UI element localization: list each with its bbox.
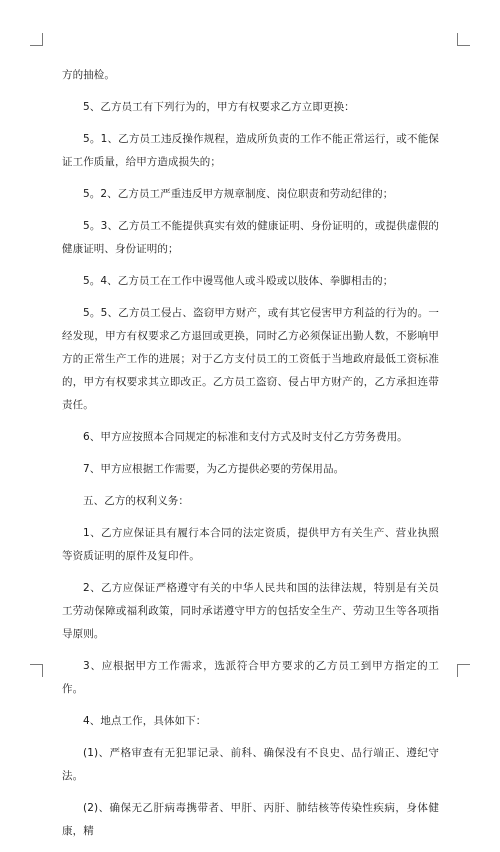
section-heading: 五、乙方的权利义务： [83,495,189,507]
paragraph-3: 5。1、乙方员工违反操作规程，造成所负责的工作不能正常运行，或不能保证工作质量，给甲方造成损失的； [62,133,439,168]
paragraph-14: 4、地点工作，具体如下： [83,715,207,727]
paragraph-9: 7、甲方应根据工作需要，为乙方提供必要的劳保用品。 [83,463,345,475]
paragraph-13: 3、应根据甲方工作需求，选派符合甲方要求的乙方员工到甲方指定的工作。 [62,660,439,695]
paragraph-1: 方的抽检。 [62,69,115,81]
paragraph-12: 2、乙方应保证严格遵守有关的中华人民共和国的法律法规，特别是有关员工劳动保障或福利政策，同时承诺遵守甲方的包括安全生产、劳动卫生等各项指导原则。 [62,582,439,640]
paragraph-6: 5。4、乙方员工在工作中谩骂他人或斗殴或以肢体、拳脚相击的； [83,275,394,287]
paragraph-7: 5。5、乙方员工侵占、盗窃甲方财产，或有其它侵害甲方利益的行为的。一经发现，甲方有权要求乙方退回或更换，同时乙方必须保证出勤人数，不影响甲方的正常生产工作的进展；对于乙方支付员工的工资低于当地政府最低工资标准的，甲方有权要求其立即改正。乙方员工盗窃、侵占甲方财产的，乙方承担连带责任。 [62,307,439,411]
paragraph-8: 6、甲方应按照本合同规定的标准和支付方式及时支付乙方劳务费用。 [83,431,408,443]
crop-mark-top-right [457,33,470,46]
paragraph-5: 5。3、乙方员工不能提供真实有效的健康证明、身份证明的，或提供虚假的健康证明、身份证明的； [62,220,439,255]
crop-mark-top-left [30,33,43,46]
document-body [62,64,439,852]
paragraph-11: 1、乙方应保证具有履行本合同的法定资质，提供甲方有关生产、营业执照等资质证明的原件及复印件。 [62,527,439,562]
crop-mark-bottom-left [30,664,43,677]
paragraph-15: (1)、严格审查有无犯罪记录、前科、确保没有不良史、品行端正、遵纪守法。 [62,747,439,782]
paragraph-2: 5、乙方员工有下列行为的，甲方有权要求乙方立即更换： [83,101,355,113]
paragraph-16: (2)、确保无乙肝病毒携带者、甲肝、丙肝、肺结核等传染性疾病，身体健康，精 [62,802,439,837]
paragraph-4: 5。2、乙方员工严重违反甲方规章制度、岗位职责和劳动纪律的； [83,188,394,200]
crop-mark-bottom-right [457,664,470,677]
